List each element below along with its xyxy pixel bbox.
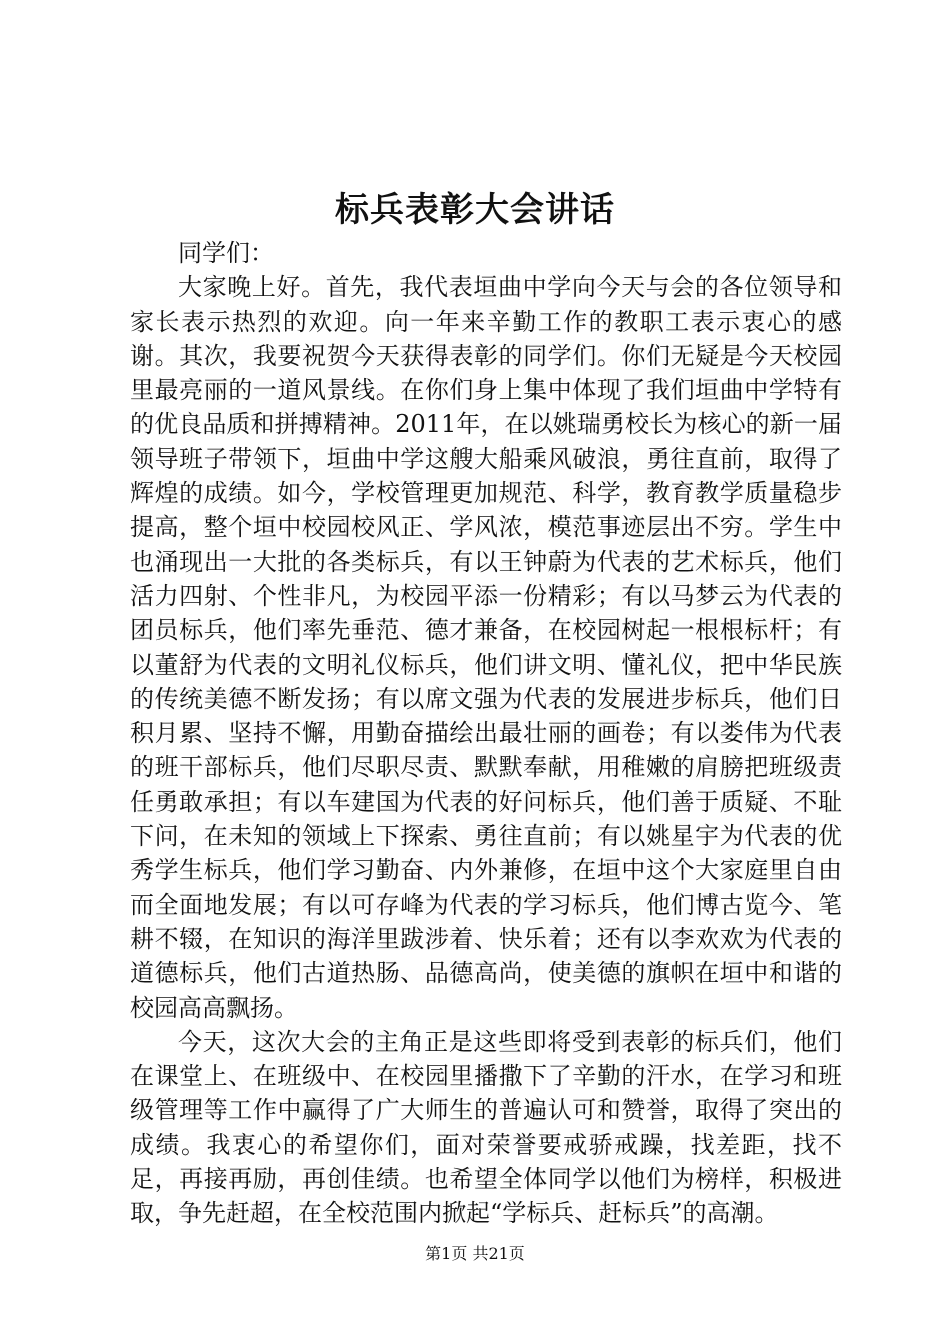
document-title: 标兵表彰大会讲话: [335, 190, 615, 230]
document-body: [130, 236, 842, 1231]
page-footer: 第1页 共21页: [425, 1244, 525, 1263]
paragraph-2: 今天，这次大会的主角正是这些即将受到表彰的标兵们，他们在课堂上、在班级中、在校园里播撒下了辛勤的汗水，在学习和班级管理等工作中赢得了广大师生的普遍认可和赞誉，取得了突出的成绩。我衷心的希望你们，面对荣誉要戒骄戒躁，找差距，找不足，再接再励，再创佳绩。也希望全体同学以他们为榜样，积极进取，争先赶超，在全校范围内掀起“学标兵、赶标兵”的高潮。: [130, 1027, 842, 1228]
salutation: 同学们：: [178, 239, 274, 267]
paragraph-1: 大家晚上好。首先，我代表垣曲中学向今天与会的各位领导和家长表示热烈的欢迎。向一年来辛勤工作的教职工表示衷心的感谢。其次，我要祝贺今天获得表彰的同学们。你们无疑是今天校园里最亮丽的一道风景线。在你们身上集中体现了我们垣曲中学特有的优良品质和拼搏精神。2011年，在以姚瑞勇校长为核心的新一届领导班子带领下，垣曲中学这艘大船乘风破浪，勇往直前，取得了辉煌的成绩。如今，学校管理更加规范、科学，教育教学质量稳步提高，整个垣中校园校风正、学风浓，模范事迹层出不穷。学生中也涌现出一大批的各类标兵，有以王钟蔚为代表的艺术标兵，他们活力四射、个性非凡，为校园平添一份精彩；有以马梦云为代表的团员标兵，他们率先垂范、德才兼备，在校园树起一根根标杆；有以董舒为代表的文明礼仪标兵，他们讲文明、懂礼仪，把中华民族的传统美德不断发扬；有以席文强为代表的发展进步标兵，他们日积月累、坚持不懈，用勤奋描绘出最壮丽的画卷；有以娄伟为代表的班干部标兵，他们尽职尽责、默默奉献，用稚嫩的肩膀把班级责任勇敢承担；有以车建国为代表的好问标兵，他们善于质疑、不耻下问，在未知的领域上下探索、勇往直前；有以姚星宇为代表的优秀学生标兵，他们学习勤奋、内外兼修，在垣中这个大家庭里自由而全面地发展；有以可存峰为代表的学习标兵，他们博古览今、笔耕不辍，在知识的海洋里跋涉着、快乐着；还有以李欢欢为代表的道德标兵，他们古道热肠、品德高尚，使美德的旗帜在垣中和谐的校园高高飘扬。: [130, 273, 842, 1022]
